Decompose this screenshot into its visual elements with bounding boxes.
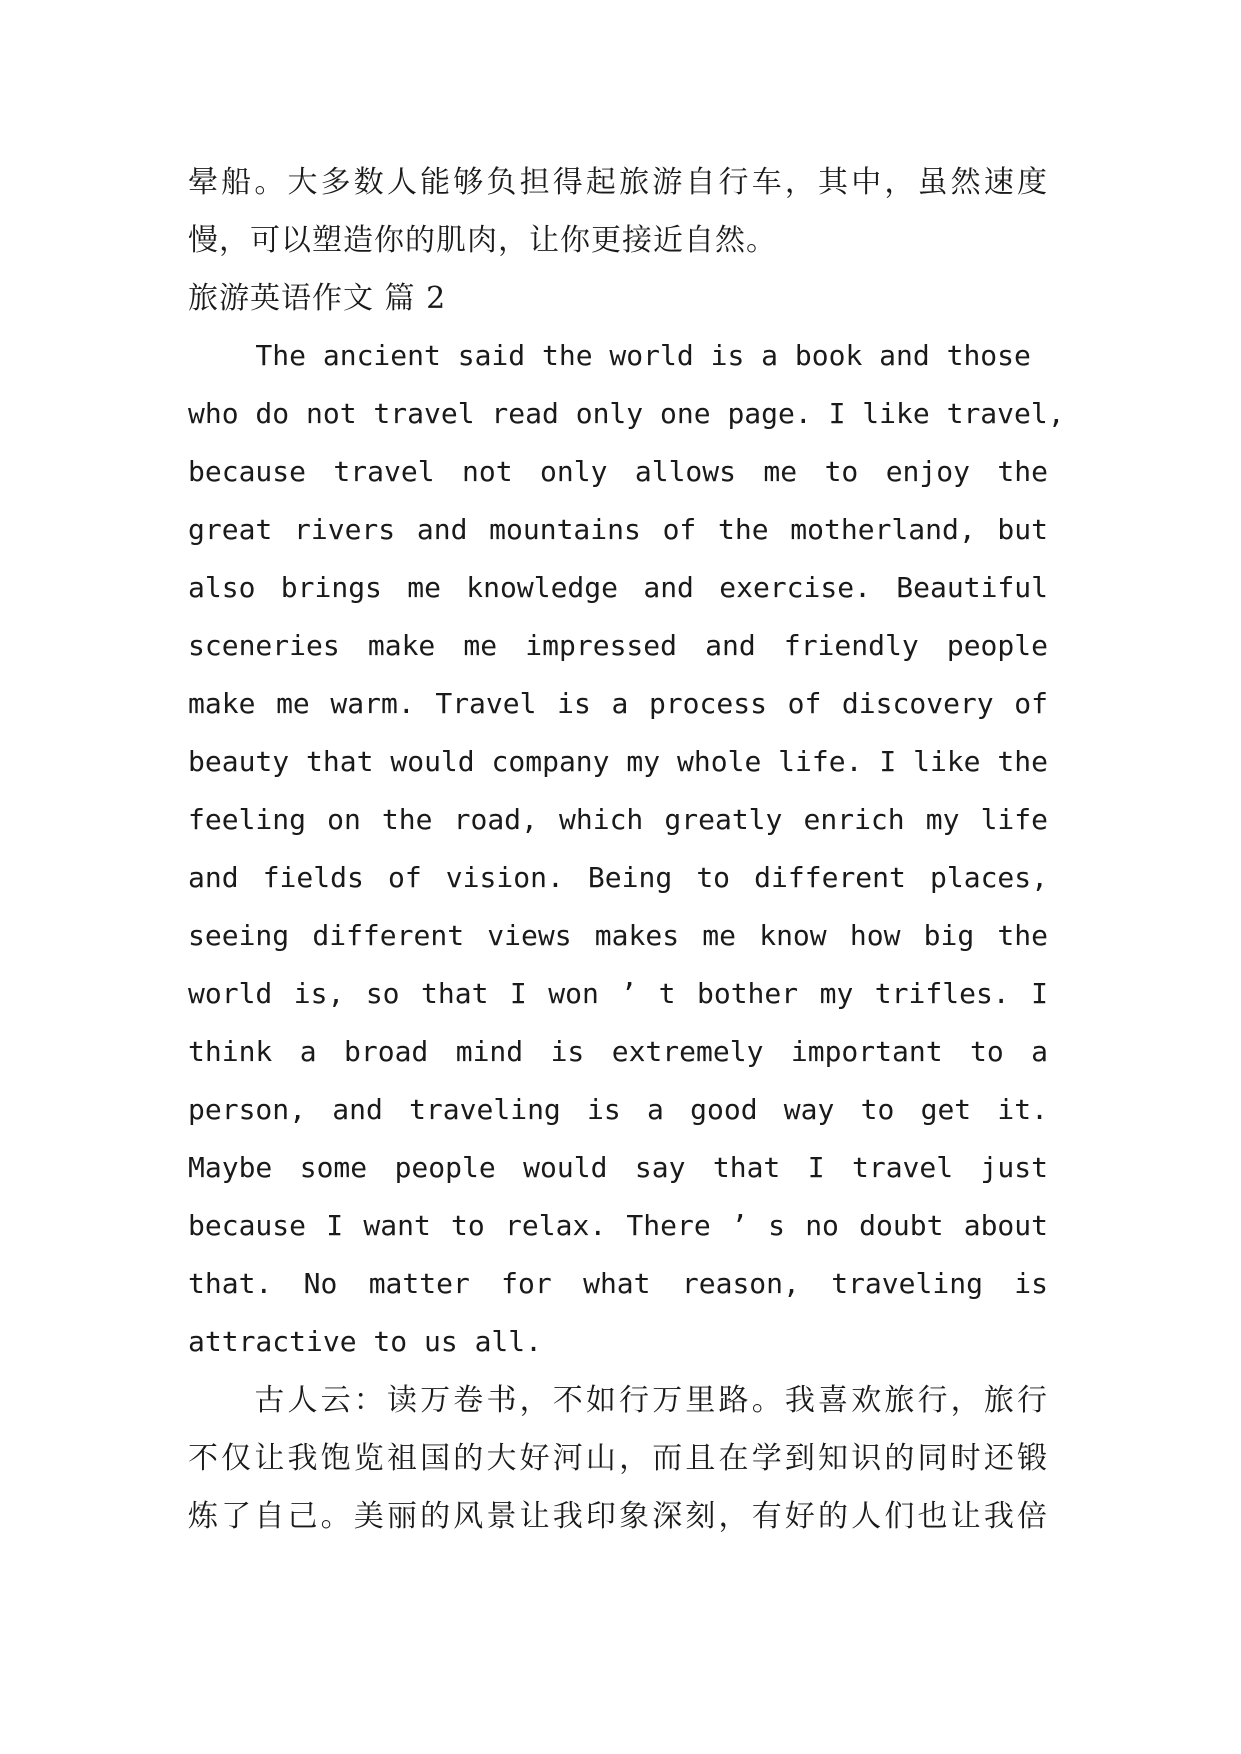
- continuation-line-1: 晕船。大多数人能够负担得起旅游自行车，其中，虽然速度: [188, 165, 1048, 200]
- english-line-13: think a broad mind is extremely important to a: [188, 1035, 1048, 1068]
- english-line-17: that. No matter for what reason, traveling is: [188, 1267, 1048, 1300]
- english-line-11: seeing different views makes me know how big the: [188, 919, 1048, 952]
- english-line-10: and fields of vision. Being to different places,: [188, 861, 1048, 894]
- english-line-12: world is, so that I won ’ t bother my trifles. I: [188, 977, 1048, 1010]
- chinese-line-2: 不仅让我饱览祖国的大好河山，而且在学到知识的同时还锻: [188, 1441, 1048, 1476]
- english-line-1: The ancient said the world is a book and those: [188, 339, 1031, 372]
- english-line-18: attractive to us all.: [188, 1325, 543, 1358]
- english-line-16: because I want to relax. There ’ s no doubt about: [188, 1209, 1048, 1242]
- english-line-5: also brings me knowledge and exercise. Beautiful: [188, 571, 1048, 604]
- english-line-9: feeling on the road, which greatly enrich my life: [188, 803, 1048, 836]
- section-heading: 旅游英语作文 篇 2: [188, 281, 447, 316]
- english-line-8: beauty that would company my whole life. I like the: [188, 745, 1048, 778]
- english-line-7: make me warm. Travel is a process of discovery of: [188, 687, 1048, 720]
- chinese-line-1: 古人云：读万卷书，不如行万里路。我喜欢旅行，旅行: [188, 1383, 1048, 1418]
- english-line-4: great rivers and mountains of the motherland, but: [188, 513, 1048, 546]
- english-line-2: who do not travel read only one page. I like travel,: [188, 397, 1065, 430]
- english-line-14: person, and traveling is a good way to get it.: [188, 1093, 1048, 1126]
- continuation-line-2: 慢，可以塑造你的肌肉，让你更接近自然。: [188, 223, 777, 258]
- english-line-6: sceneries make me impressed and friendly people: [188, 629, 1048, 662]
- english-line-3: because travel not only allows me to enjoy the: [188, 455, 1048, 488]
- chinese-line-3: 炼了自己。美丽的风景让我印象深刻，有好的人们也让我倍: [188, 1499, 1048, 1534]
- english-line-15: Maybe some people would say that I travel just: [188, 1151, 1048, 1184]
